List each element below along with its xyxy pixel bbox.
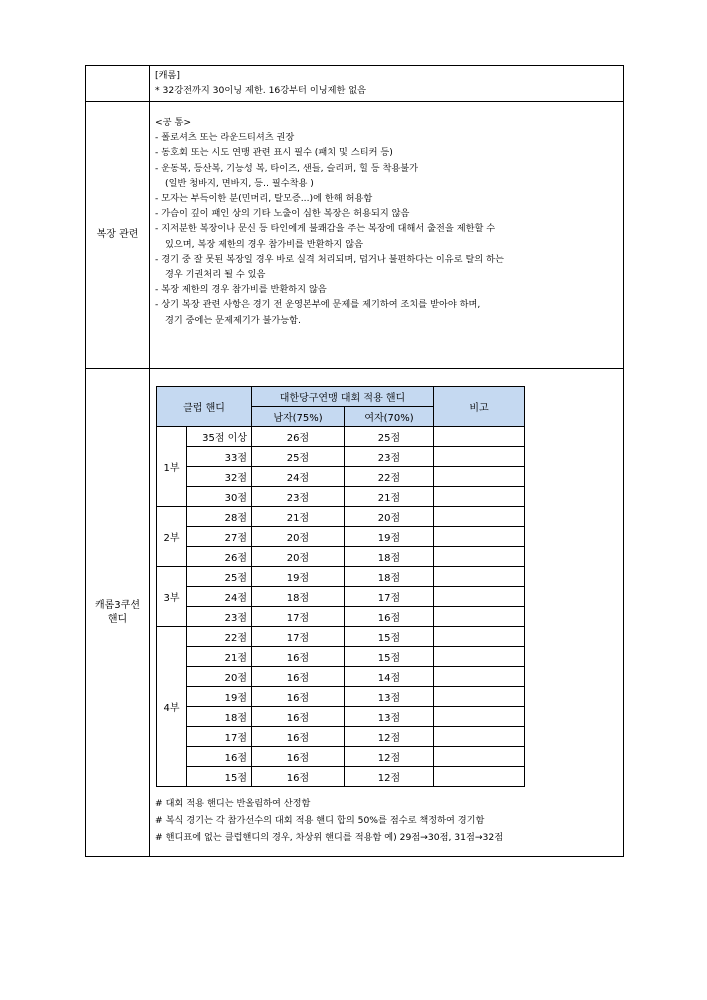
handicap-row [157, 587, 525, 607]
note-cell [434, 687, 525, 707]
handi-label-line2: 핸디 [107, 613, 128, 625]
club-handi-cell: 17점 [187, 727, 252, 747]
handicap-row [157, 767, 525, 787]
female-handi-cell: 16점 [345, 607, 434, 627]
male-handi-cell: 16점 [252, 707, 345, 727]
col-federation-handi: 대한당구연맹 대회 적용 핸디 [252, 387, 434, 407]
note-cell [434, 667, 525, 687]
handicap-row [157, 667, 525, 687]
club-handi-cell: 35점 이상 [187, 427, 252, 447]
male-handi-cell: 24점 [252, 467, 345, 487]
club-handi-cell: 25점 [187, 567, 252, 587]
male-handi-cell: 20점 [252, 527, 345, 547]
handicap-row [157, 547, 525, 567]
male-handi-cell: 16점 [252, 727, 345, 747]
female-handi-cell: 23점 [345, 447, 434, 467]
handi-label-line1: 캐롬3쿠션 [94, 599, 140, 611]
division-cell: 1부 [157, 427, 187, 507]
male-handi-cell: 20점 [252, 547, 345, 567]
male-handi-cell: 17점 [252, 627, 345, 647]
note-cell [434, 447, 525, 467]
female-handi-cell: 14점 [345, 667, 434, 687]
handi-row [86, 369, 624, 857]
club-handi-cell: 33점 [187, 447, 252, 467]
club-handi-cell: 16점 [187, 747, 252, 767]
club-handi-cell: 28점 [187, 507, 252, 527]
female-handi-cell: 21점 [345, 487, 434, 507]
handicap-row [157, 567, 525, 587]
dress-rule-line: - 상기 복장 관련 사항은 경기 전 운영본부에 문제를 제기하여 조치를 받아야 하며, [155, 299, 481, 311]
handi-label [86, 369, 150, 857]
dress-rule-line: 있으며, 복장 제한의 경우 참가비를 반환하지 않음 [165, 238, 363, 250]
female-handi-cell: 13점 [345, 707, 434, 727]
note-cell [434, 427, 525, 447]
male-handi-cell: 16점 [252, 767, 345, 787]
club-handi-cell: 30점 [187, 487, 252, 507]
note-cell [434, 587, 525, 607]
note-cell [434, 547, 525, 567]
handicap-row [157, 527, 525, 547]
dress-rule-line: 경우 기권처리 될 수 있음 [165, 269, 266, 281]
camrom-content-cell [150, 66, 624, 102]
dress-content-cell [150, 102, 624, 369]
club-handi-cell: 23점 [187, 607, 252, 627]
club-handi-cell: 32점 [187, 467, 252, 487]
note-cell [434, 487, 525, 507]
female-handi-cell: 17점 [345, 587, 434, 607]
note-cell [434, 507, 525, 527]
note-cell [434, 647, 525, 667]
dress-rule-line: (일반 청바지, 면바지, 등.. 필수착용 ) [165, 177, 314, 189]
handicap-row [157, 727, 525, 747]
division-cell: 2부 [157, 507, 187, 567]
dress-rules-list [150, 102, 623, 328]
dress-rule-line: - 모자는 부득이한 분(민머리, 탈모증...)에 한해 허용함 [155, 193, 373, 205]
dress-rule-line: - 운동복, 등산복, 기능성 복, 타이즈, 샌들, 슬리퍼, 힐 등 착용불가 [155, 162, 419, 174]
female-handi-cell: 25점 [345, 427, 434, 447]
note-cell [434, 527, 525, 547]
dress-rule-line: 경기 중에는 문제제기가 불가능함. [165, 314, 301, 326]
female-handi-cell: 15점 [345, 627, 434, 647]
handicap-row [157, 487, 525, 507]
handicap-table [156, 386, 525, 787]
club-handi-cell: 19점 [187, 687, 252, 707]
club-handi-cell: 15점 [187, 767, 252, 787]
club-handi-cell: 24점 [187, 587, 252, 607]
club-handi-cell: 22점 [187, 627, 252, 647]
camrom-row [86, 66, 624, 102]
camrom-label-cell [86, 66, 150, 102]
female-handi-cell: 22점 [345, 467, 434, 487]
dress-rule-line: - 동호회 또는 시도 연맹 관련 표시 필수 (패치 및 스티커 등) [155, 147, 393, 159]
handicap-row [157, 447, 525, 467]
col-female: 여자(70%) [345, 407, 434, 427]
rules-table [85, 65, 624, 857]
handicap-note-line: # 복식 경기는 각 참가선수의 대회 적용 핸디 합의 50%를 점수로 책정하여 경기함 [155, 815, 485, 826]
club-handi-cell: 20점 [187, 667, 252, 687]
note-cell [434, 467, 525, 487]
male-handi-cell: 16점 [252, 747, 345, 767]
female-handi-cell: 12점 [345, 747, 434, 767]
note-cell [434, 727, 525, 747]
female-handi-cell: 12점 [345, 727, 434, 747]
male-handi-cell: 16점 [252, 687, 345, 707]
camrom-inning-rule: * 32강전까지 30이닝 제한. 16강부터 이닝제한 없음 [155, 85, 366, 97]
male-handi-cell: 16점 [252, 667, 345, 687]
dress-rule-line: - 지저분한 복장이나 문신 등 타인에게 불쾌감을 주는 복장에 대해서 출전을 제한할 수 [155, 223, 496, 235]
handicap-row [157, 707, 525, 727]
female-handi-cell: 12점 [345, 767, 434, 787]
female-handi-cell: 19점 [345, 527, 434, 547]
handicap-row [157, 747, 525, 767]
handicap-row [157, 507, 525, 527]
col-male: 남자(75%) [252, 407, 345, 427]
division-cell: 3부 [157, 567, 187, 627]
camrom-header: [캐롬] [155, 70, 180, 81]
col-club-handi: 클럽 핸디 [157, 387, 252, 427]
handicap-row [157, 427, 525, 447]
club-handi-cell: 18점 [187, 707, 252, 727]
female-handi-cell: 18점 [345, 547, 434, 567]
handicap-note-line: # 핸디표에 없는 클럽핸디의 경우, 차상위 핸디를 적용함 예) 29점→30점, 31점→32점 [155, 832, 504, 843]
female-handi-cell: 13점 [345, 687, 434, 707]
col-note: 비고 [434, 387, 525, 427]
handi-content-cell [150, 369, 624, 857]
male-handi-cell: 18점 [252, 587, 345, 607]
male-handi-cell: 21점 [252, 507, 345, 527]
dress-rule-line: - 경기 중 잘 못된 복장일 경우 바로 실격 처리되며, 덥거나 불편하다는 이유로 탈의 하는 [155, 253, 504, 265]
handicap-table-body [157, 427, 525, 787]
handicap-row [157, 467, 525, 487]
male-handi-cell: 26점 [252, 427, 345, 447]
note-cell [434, 627, 525, 647]
note-cell [434, 767, 525, 787]
female-handi-cell: 18점 [345, 567, 434, 587]
dress-row [86, 102, 624, 369]
dress-label: 복장 관련 [86, 102, 150, 369]
note-cell [434, 607, 525, 627]
note-cell [434, 747, 525, 767]
handicap-notes [150, 787, 623, 856]
dress-rule-line: <공 통> [155, 117, 192, 128]
male-handi-cell: 17점 [252, 607, 345, 627]
division-cell: 4부 [157, 627, 187, 787]
note-cell [434, 567, 525, 587]
club-handi-cell: 26점 [187, 547, 252, 567]
handicap-row [157, 687, 525, 707]
dress-rule-line: - 폴로셔츠 또는 라운드티셔츠 권장 [155, 132, 295, 144]
club-handi-cell: 27점 [187, 527, 252, 547]
dress-rule-line: - 가슴이 깊이 패인 상의 기타 노출이 심한 복장은 허용되지 않음 [155, 208, 410, 220]
club-handi-cell: 21점 [187, 647, 252, 667]
male-handi-cell: 19점 [252, 567, 345, 587]
dress-rule-line: - 복장 제한의 경우 참가비를 반환하지 않음 [155, 284, 327, 296]
female-handi-cell: 15점 [345, 647, 434, 667]
handicap-row [157, 647, 525, 667]
handicap-row [157, 627, 525, 647]
note-cell [434, 707, 525, 727]
male-handi-cell: 16점 [252, 647, 345, 667]
handicap-note-line: # 대회 적용 핸디는 반올림하여 산정함 [155, 798, 311, 809]
male-handi-cell: 23점 [252, 487, 345, 507]
female-handi-cell: 20점 [345, 507, 434, 527]
handicap-row [157, 607, 525, 627]
male-handi-cell: 25점 [252, 447, 345, 467]
